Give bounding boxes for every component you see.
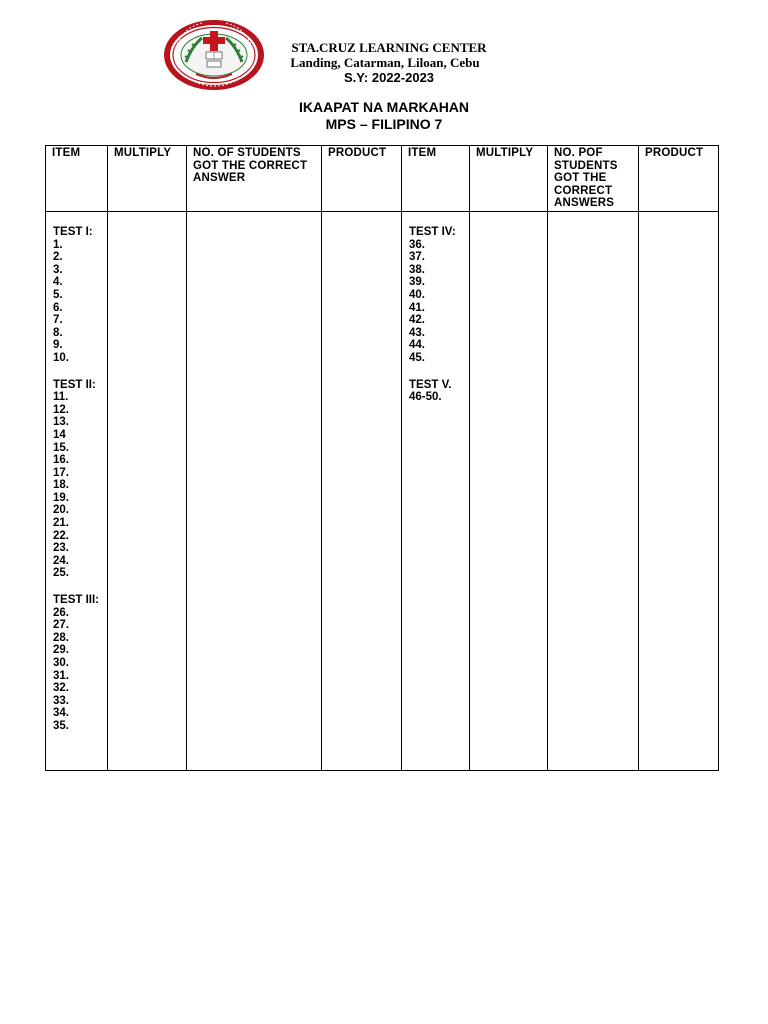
- item-number: 1.: [53, 238, 63, 251]
- header-product-left: PRODUCT: [322, 146, 402, 212]
- header-item-left: ITEM: [46, 146, 108, 212]
- item-number: 31.: [53, 669, 69, 682]
- test-group: [409, 379, 469, 404]
- item-number: 8.: [53, 326, 63, 339]
- correct-answers-cell-right: [548, 212, 639, 771]
- header-item-right: ITEM: [402, 146, 470, 212]
- multiply-cell-left: [108, 212, 187, 771]
- test-label: TEST I:: [53, 226, 93, 238]
- item-number: 24.: [53, 554, 69, 567]
- item-number: 41.: [409, 301, 425, 314]
- item-number: 42.: [409, 314, 425, 327]
- item-number: 37.: [409, 251, 425, 264]
- item-number: 6.: [53, 301, 63, 314]
- test-label: TEST V.: [409, 378, 452, 391]
- table-body-row: [46, 212, 719, 771]
- item-number: 17.: [53, 466, 69, 479]
- item-number: 9.: [53, 339, 63, 352]
- test-group: [53, 226, 107, 365]
- item-number: 30.: [53, 657, 69, 669]
- item-number: 23.: [53, 542, 69, 555]
- test-label: TEST II:: [53, 378, 96, 391]
- item-number: 12.: [53, 403, 69, 416]
- item-number: 11.: [53, 391, 69, 404]
- item-number: 5.: [53, 288, 63, 301]
- item-number: 26.: [53, 606, 69, 619]
- school-name: STA.CRUZ LEARNING CENTER: [291, 40, 487, 55]
- table-header-row: [46, 146, 719, 212]
- header-multiply-right: MULTIPLY: [470, 146, 548, 212]
- item-column-right: [402, 212, 470, 771]
- item-number: 38.: [409, 263, 425, 276]
- left-item-list: [46, 212, 107, 733]
- test-group: [53, 379, 107, 581]
- product-cell-right: [639, 212, 719, 771]
- item-number: 19.: [53, 491, 69, 504]
- item-number: 10.: [53, 351, 69, 364]
- item-number: 36.: [409, 238, 425, 251]
- item-number: 3.: [53, 263, 63, 276]
- item-number: 4.: [53, 276, 63, 289]
- item-number: 27.: [53, 619, 69, 632]
- test-label: TEST III:: [53, 594, 99, 607]
- item-number: 21.: [53, 517, 69, 530]
- item-number: 20.: [53, 504, 69, 517]
- correct-answer-cell-left: [187, 212, 322, 771]
- test-group: [53, 594, 107, 733]
- item-number: 16.: [53, 454, 69, 467]
- multiply-cell-right: [470, 212, 548, 771]
- item-number: 28.: [53, 631, 69, 644]
- item-column-left: [46, 212, 108, 771]
- item-number: 45.: [409, 351, 425, 364]
- item-number: 22.: [53, 529, 69, 542]
- right-item-list: [402, 212, 469, 404]
- item-number: 43.: [409, 326, 425, 339]
- item-number: 29.: [53, 644, 69, 657]
- item-number: 15.: [53, 441, 69, 454]
- item-number: 14: [53, 428, 66, 441]
- item-number: 33.: [53, 694, 69, 707]
- header-product-right: PRODUCT: [639, 146, 719, 212]
- header-multiply-left: MULTIPLY: [108, 146, 187, 212]
- item-number: 40.: [409, 288, 425, 301]
- school-address: Landing, Catarman, Liloan, Cebu: [290, 55, 480, 70]
- item-number: 46-50.: [409, 391, 442, 404]
- header-correct-answer-left: NO. OF STUDENTS GOT THE CORRECT ANSWER: [187, 146, 322, 212]
- item-number: 32.: [53, 682, 69, 695]
- test-group: [409, 226, 469, 365]
- item-number: 34.: [53, 707, 69, 720]
- item-number: 44.: [409, 339, 425, 352]
- item-number: 25.: [53, 567, 69, 580]
- mps-table: [45, 145, 719, 771]
- item-number: 39.: [409, 276, 425, 289]
- item-number: 2.: [53, 251, 63, 264]
- document-subtitle: MPS – FILIPINO 7: [325, 116, 443, 132]
- header-correct-answers-right: NO. POF STUDENTS GOT THE CORRECT ANSWERS: [548, 146, 639, 212]
- item-number: 13.: [53, 416, 69, 429]
- school-seal-logo: [162, 18, 266, 92]
- school-year: S.Y: 2022-2023: [343, 70, 435, 85]
- product-cell-left: [322, 212, 402, 771]
- document-header: [0, 0, 768, 140]
- document-title: IKAAPAT NA MARKAHAN: [298, 99, 470, 115]
- item-number: 35.: [53, 719, 69, 732]
- item-number: 7.: [53, 314, 63, 327]
- item-number: 18.: [53, 479, 69, 492]
- test-label: TEST IV:: [409, 226, 456, 238]
